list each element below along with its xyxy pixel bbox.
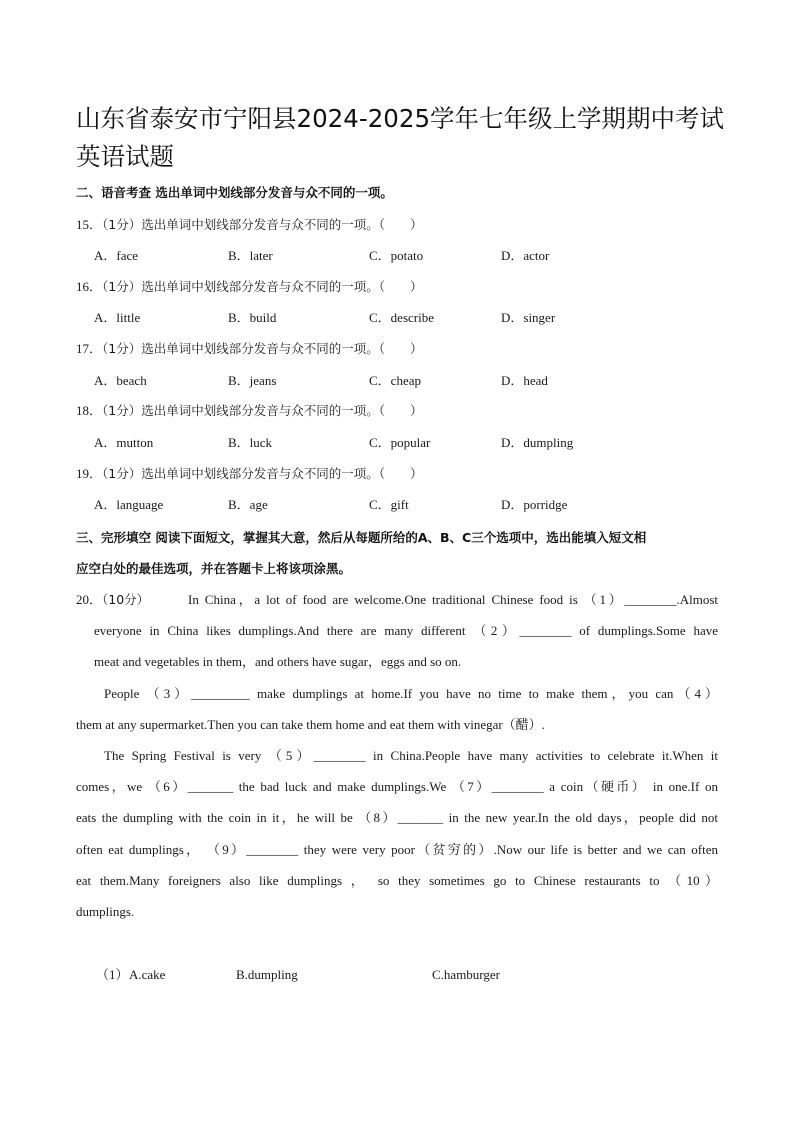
option-a[interactable]: A．beach <box>94 373 147 388</box>
question-stem: 选出单词中划线部分发音与众不同的一项。（ ） <box>141 466 423 481</box>
option-b[interactable]: B．luck <box>228 435 273 450</box>
question-15 <box>76 215 422 235</box>
option-a[interactable]: A．mutton <box>94 435 154 450</box>
question-19 <box>76 464 422 484</box>
question-score: （1分） <box>102 403 142 418</box>
answer-option-a[interactable]: A.cake <box>129 967 166 982</box>
question-score: （1分） <box>102 279 142 294</box>
cloze-answer-1 <box>96 965 696 985</box>
cloze-line-10: eat them.Many foreigners also like dumplings ， so they sometimes go to Chinese restaurants to （10） <box>76 873 718 888</box>
question-17-options <box>94 371 734 391</box>
section-heading-cloze-line1: 三、完形填空 阅读下面短文，掌握其大意，然后从每题所给的A、B、C三个选项中，选出能填入短文相 <box>76 530 647 545</box>
cloze-line-6: The Spring Festival is very （5）________ in China.People have many activities to celebrate it.When it <box>104 748 718 763</box>
question-stem: 选出单词中划线部分发音与众不同的一项。（ ） <box>141 341 423 356</box>
cloze-question-label <box>76 590 149 610</box>
question-stem: 选出单词中划线部分发音与众不同的一项。（ ） <box>141 403 423 418</box>
option-d[interactable]: D．head <box>501 373 548 388</box>
option-a[interactable]: A．language <box>94 497 164 512</box>
cloze-line-5: them at any supermarket.Then you can take them home and eat them with vinegar（醋）. <box>76 717 545 732</box>
option-d[interactable]: D．porridge <box>501 497 568 512</box>
question-18-options <box>94 433 734 453</box>
option-d[interactable]: D．dumpling <box>501 435 574 450</box>
option-d[interactable]: D．singer <box>501 310 556 325</box>
question-number: 16． <box>76 279 103 294</box>
question-16-options <box>94 308 734 328</box>
section-heading-phonetics: 二、语音考查 选出单词中划线部分发音与众不同的一项。 <box>76 185 393 200</box>
option-c[interactable]: C．popular <box>369 435 431 450</box>
cloze-line-9: often eat dumplings， （9）________ they were very poor（贫穷的）.Now our life is better and we can often <box>76 842 718 857</box>
question-score: （1分） <box>102 217 142 232</box>
page-title: 山东省泰安市宁阳县2024-2025学年七年级上学期期中考试英语试题 <box>76 104 725 171</box>
question-stem: 选出单词中划线部分发音与众不同的一项。（ ） <box>141 217 423 232</box>
cloze-line-1: In China，a lot of food are welcome.One traditional Chinese food is （1）________.Almost <box>188 592 718 607</box>
option-c[interactable]: C．cheap <box>369 373 421 388</box>
cloze-line-11: dumplings. <box>76 904 135 919</box>
question-stem: 选出单词中划线部分发音与众不同的一项。（ ） <box>141 279 423 294</box>
question-number: 18． <box>76 403 103 418</box>
question-15-options <box>94 246 734 266</box>
option-d[interactable]: D．actor <box>501 248 550 263</box>
question-17 <box>76 339 422 359</box>
question-number: 20． <box>76 592 103 607</box>
option-b[interactable]: B．build <box>228 310 277 325</box>
answer-option-b[interactable]: B.dumpling <box>236 967 298 982</box>
cloze-line-7: comes，we （6）_______ the bad luck and make dumplings.We （7）________ a coin（硬币） in one.If on <box>76 779 718 794</box>
option-c[interactable]: C．potato <box>369 248 424 263</box>
question-score: （1分） <box>102 466 142 481</box>
section-heading-cloze-line2: 应空白处的最佳选项，并在答题卡上将该项涂黑。 <box>76 561 352 576</box>
question-18 <box>76 401 422 421</box>
option-b[interactable]: B．later <box>228 248 273 263</box>
option-b[interactable]: B．jeans <box>228 373 277 388</box>
question-16 <box>76 277 422 297</box>
question-score: （1分） <box>102 341 142 356</box>
option-c[interactable]: C．describe <box>369 310 434 325</box>
cloze-line-2: everyone in China likes dumplings.And there are many different （2）________ of dumplings.Some have <box>94 623 718 638</box>
question-number: 19． <box>76 466 103 481</box>
question-number: 15． <box>76 217 103 232</box>
option-a[interactable]: A．little <box>94 310 141 325</box>
answer-option-c[interactable]: C.hamburger <box>432 967 500 982</box>
cloze-line-8: eats the dumpling with the coin in it，he will be （8）_______ in the new year.In the old days，people did not <box>76 810 718 825</box>
option-c[interactable]: C．gift <box>369 497 409 512</box>
option-b[interactable]: B．age <box>228 497 268 512</box>
question-number: 17． <box>76 341 103 356</box>
question-19-options <box>94 495 734 515</box>
option-a[interactable]: A．face <box>94 248 139 263</box>
question-score: （10分） <box>102 592 150 607</box>
cloze-line-4: People （3）_________ make dumplings at home.If you have no time to make them，you can（4） <box>104 686 718 701</box>
answer-label: （1） <box>96 967 129 982</box>
cloze-line-3: meat and vegetables in them，and others have sugar，eggs and so on. <box>94 654 462 669</box>
